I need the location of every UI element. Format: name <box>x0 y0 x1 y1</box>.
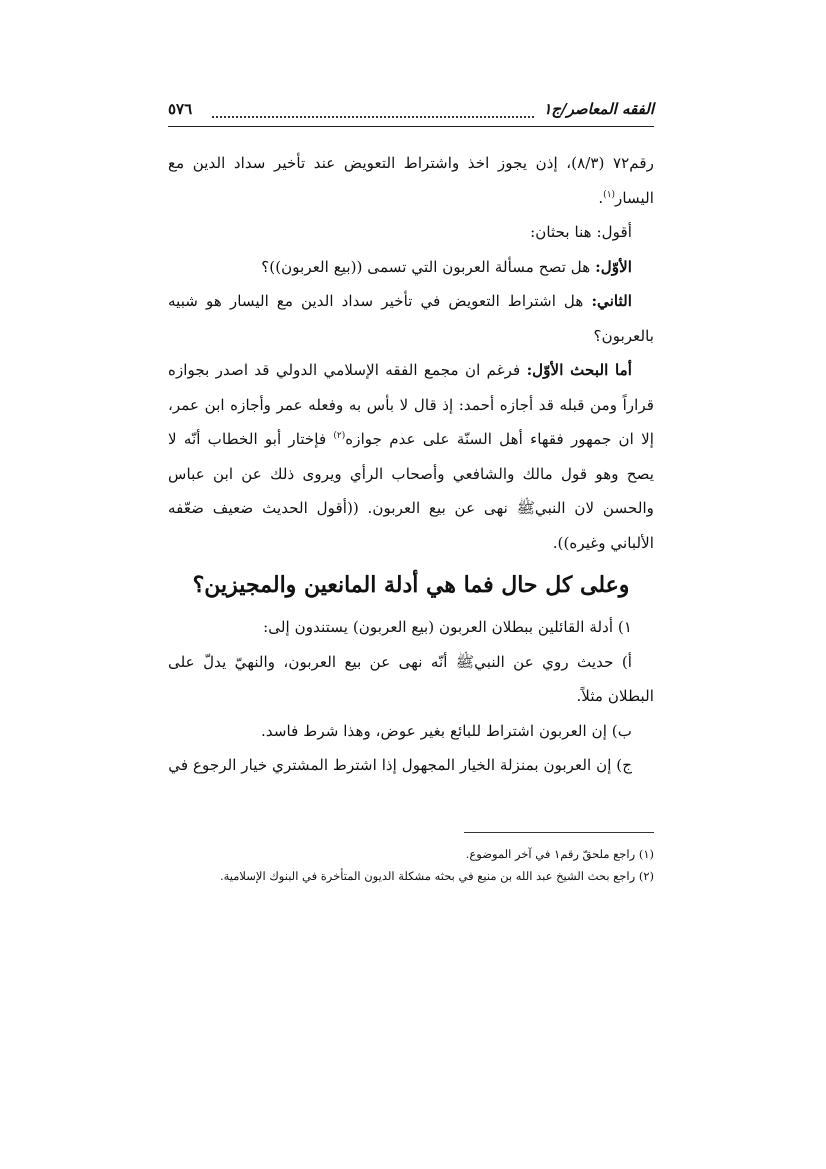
footnote: (١) راجع ملحقّ رقم١ في آخر الموضوع. <box>465 847 654 861</box>
paragraph: ب) إن العربون اشتراط للبائع بغير عوض، وهذا شرط فاسد. <box>261 721 632 740</box>
section-label: الثاني: <box>591 292 632 310</box>
section-heading: وعلى كل حال فما هي أدلة المانعين والمجيزين؟ <box>192 572 630 598</box>
page-number: ٥٧٦ <box>168 100 193 118</box>
paragraph: أما البحث الأوّل: فرغم ان مجمع الفقه الإسلامي الدولي قد اصدر بجوازه قراراً ومن قبله قد أجازه أحمد: إذ قال لا بأس به وفعله عمر وأجازه ابن عمر، إلا ان جمهور فقهاء أهل السنّة على عدم جوازه$^{(٢)}$ فإختار أبو الخطاب أنّه لا يصح وهو قول مالك والشافعي وأصحاب الرأي ويروى ذلك عن ابن عباس والحسن لان النبيﷺ نهى عن بيع العربون. ((أقول الحديث ضعيف ضعّفه الألباني وغيره)). <box>168 361 654 552</box>
footnote: (٢) راجع بحث الشيخ عبد الله بن منيع في بحثه مشكلة الديون المتأخرة في البنوك الإسلامية. <box>219 869 654 883</box>
main-text <box>168 146 654 783</box>
page-header <box>168 94 654 127</box>
paragraph: ج) إن العربون بمنزلة الخيار المجهول إذا اشترط المشتري خيار الرجوع في <box>168 756 632 774</box>
footnotes <box>168 843 654 887</box>
section-label: الأوّل: <box>595 257 632 276</box>
paragraph: الأوّل: هل تصح مسألة العربون التي تسمى ((بيع العربون))؟ <box>261 257 632 276</box>
paragraph: ١) أدلة القائلين ببطلان العربون (بيع العربون) يستندون إلى: <box>263 618 632 636</box>
paragraph: الثاني: هل اشتراط التعويض في تأخير سداد الدين مع اليسار هو شبيه بالعربون؟ <box>168 292 654 345</box>
footnote-ref[interactable]: (١) <box>603 189 616 200</box>
paragraph: أ) حديث روي عن النبيﷺ أنّه نهى عن بيع العربون، والنهيّ يدلّ على البطلان مثلاً. <box>168 652 654 705</box>
footnote-divider <box>464 832 654 833</box>
paragraph: أقول: هنا بحثان: <box>530 223 632 241</box>
footnote-ref[interactable]: (٢) <box>333 430 346 441</box>
section-label: أما البحث الأوّل: <box>526 361 632 379</box>
header-dot-leader <box>212 116 534 118</box>
running-title: الفقه المعاصر/ج١ <box>543 100 654 118</box>
paragraph: رقم٧٢ (٨/٣)، إذن يجوز اخذ واشتراط التعويض عند تأخير سداد الدين مع اليسار$^{(١)}$. <box>168 154 654 207</box>
